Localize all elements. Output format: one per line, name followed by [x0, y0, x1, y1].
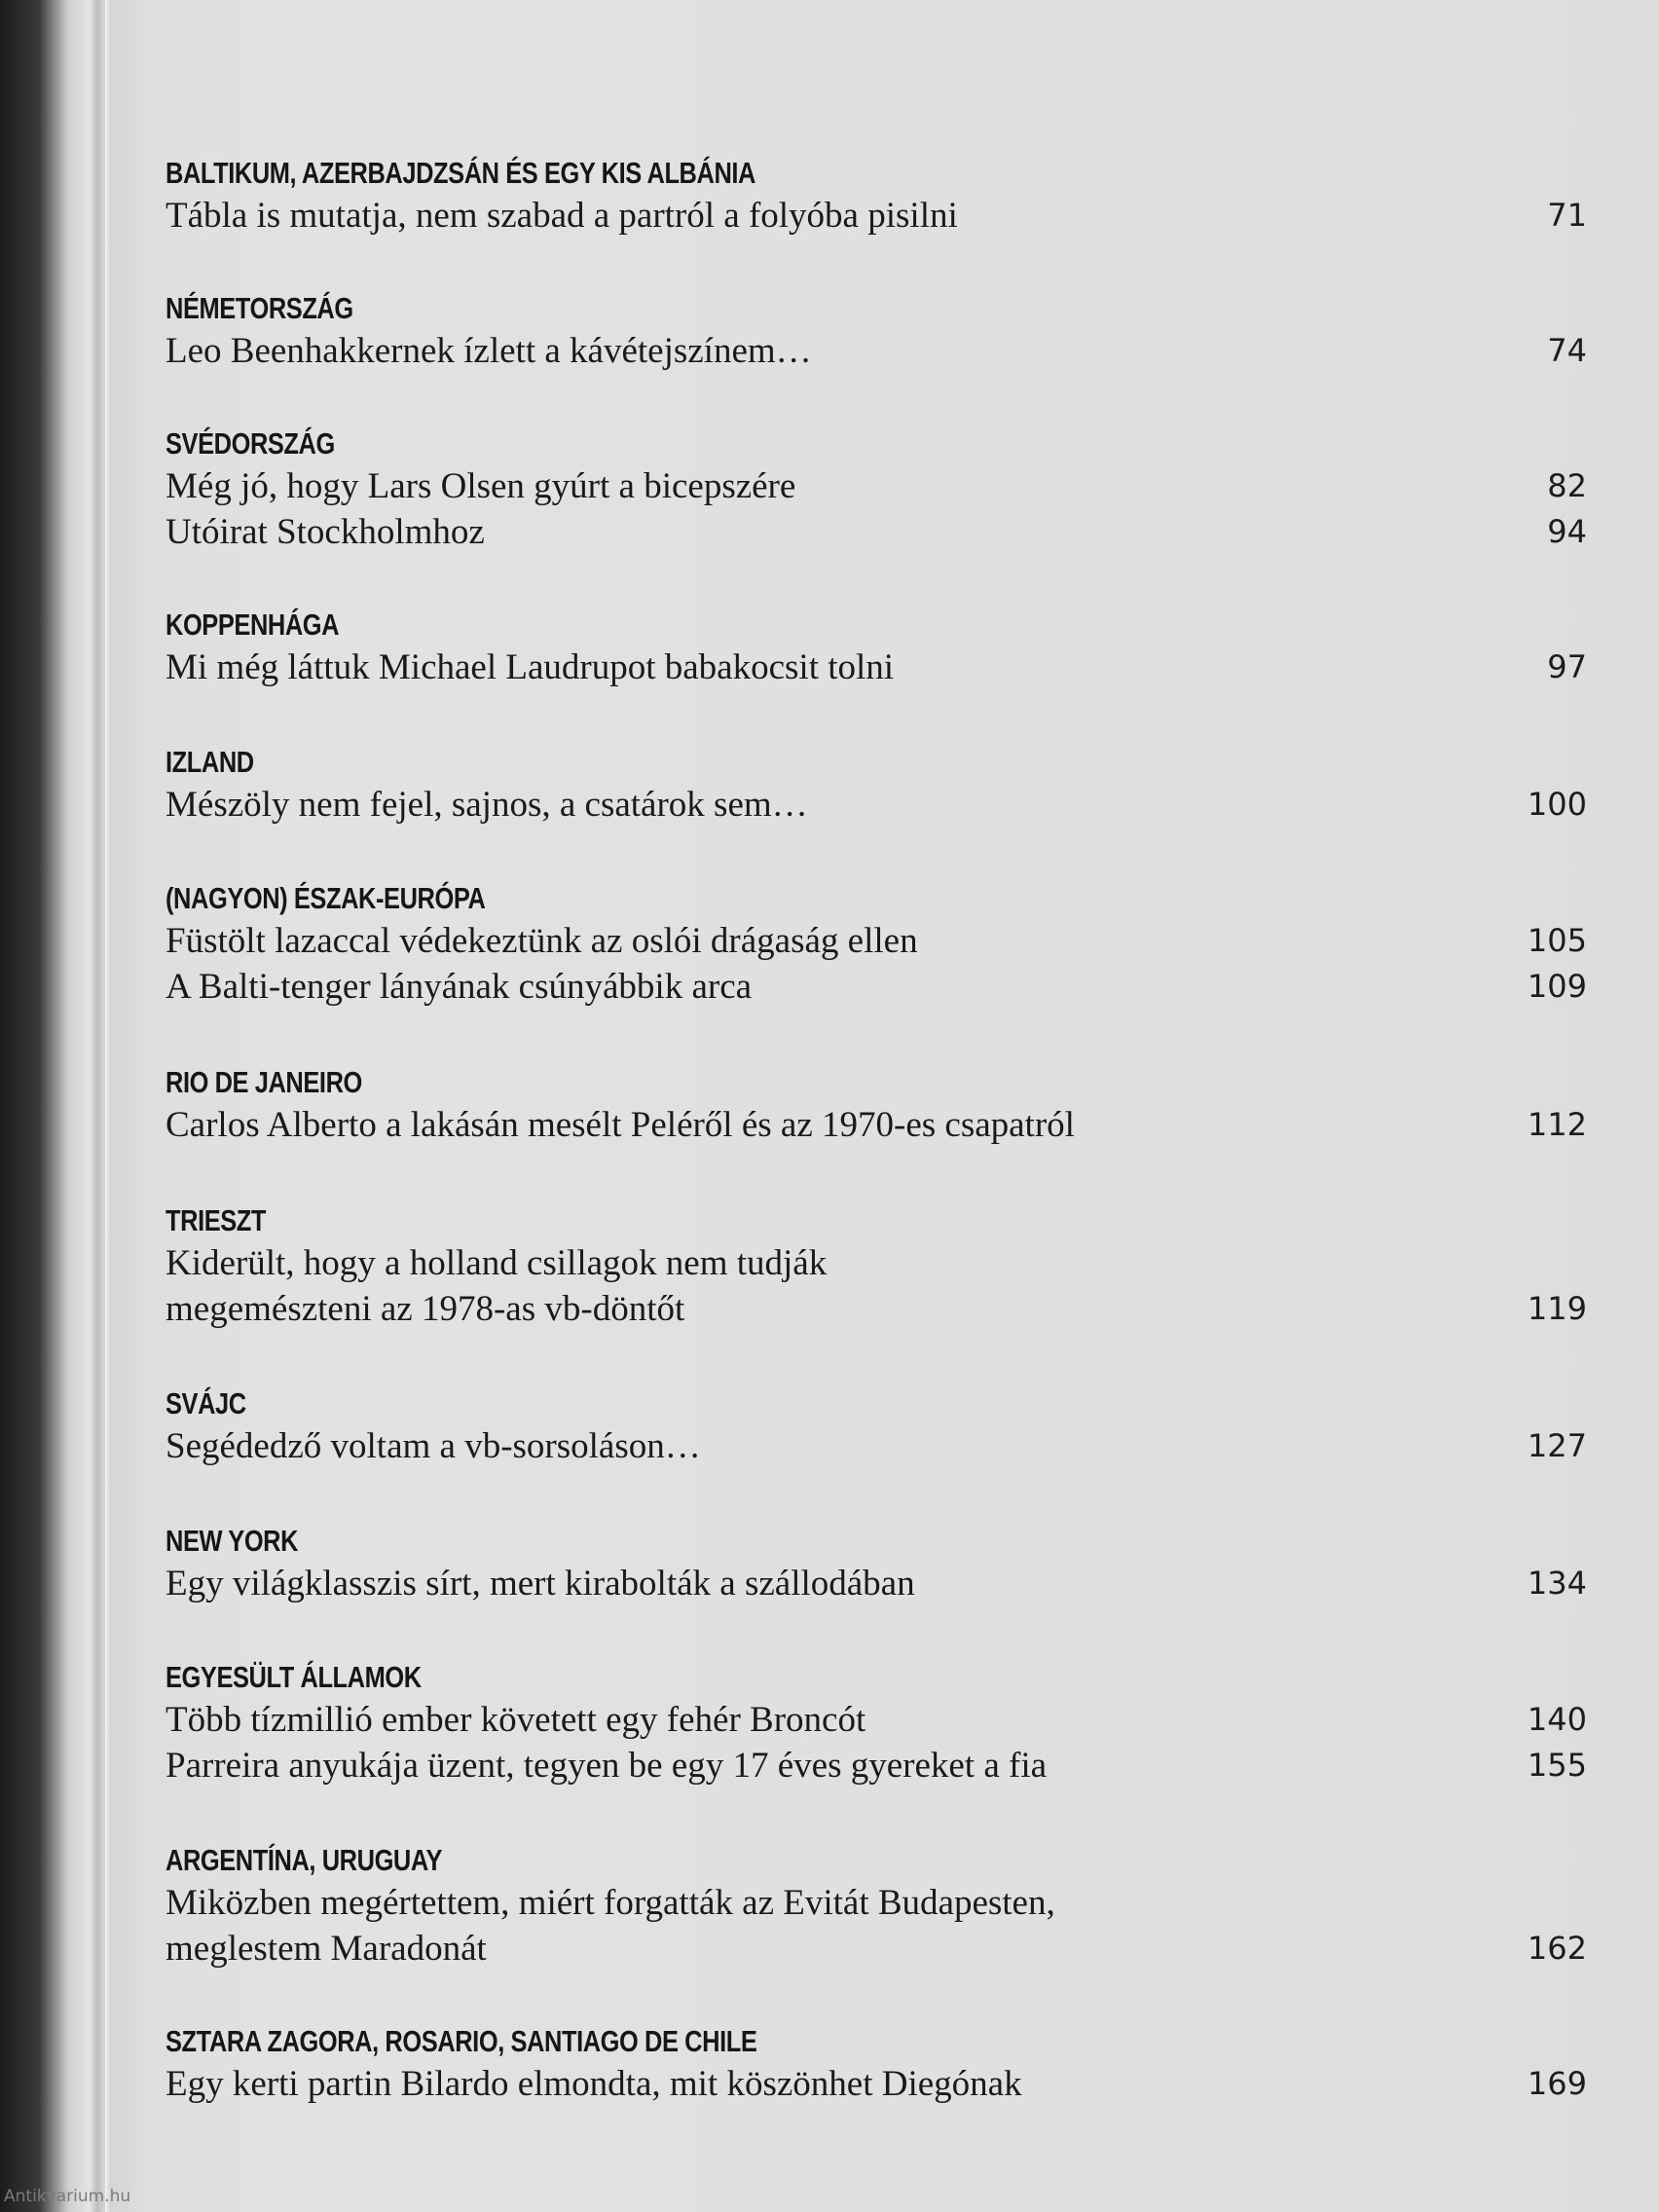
- entry-page-number: 105: [1527, 922, 1587, 959]
- entry-page-number: 119: [1527, 1290, 1587, 1327]
- entry-title: Kiderült, hogy a holland csillagok nem tudják: [166, 1243, 828, 1283]
- entry-title: Több tízmillió ember követett egy fehér Broncót: [166, 1700, 866, 1740]
- toc-entry: [166, 509, 1587, 555]
- entry-page-number: 109: [1527, 968, 1587, 1005]
- entry-page-number: 169: [1527, 2065, 1587, 2102]
- table-of-contents: [166, 0, 1587, 2212]
- toc-entry: [166, 1286, 1587, 1332]
- toc-entry: [166, 1102, 1587, 1148]
- entry-page-number: 127: [1527, 1427, 1587, 1464]
- toc-section: [166, 879, 1587, 1010]
- entry-title: Mészöly nem fejel, sajnos, a csatárok sem…: [166, 785, 808, 825]
- entry-title: Füstölt lazaccal védekeztünk az oslói drágaság ellen: [166, 921, 918, 961]
- toc-entry: [166, 1697, 1587, 1743]
- entry-page-number: 71: [1547, 197, 1587, 234]
- section-heading: EGYESÜLT ÁLLAMOK: [166, 1660, 422, 1694]
- entry-page-number: 162: [1527, 1930, 1587, 1967]
- entry-page-number: 112: [1527, 1106, 1587, 1143]
- section-heading: SZTARA ZAGORA, ROSARIO, SANTIAGO DE CHILE: [166, 2024, 757, 2058]
- toc-entry: [166, 918, 1587, 964]
- entry-title: meglestem Maradonát: [166, 1929, 487, 1969]
- entry-title: Mi még láttuk Michael Laudrupot babakocsit tolni: [166, 647, 895, 687]
- section-heading: BALTIKUM, AZERBAJDZSÁN ÉS EGY KIS ALBÁNIA: [166, 156, 756, 190]
- toc-section: [166, 1384, 1587, 1469]
- section-heading: NEW YORK: [166, 1524, 299, 1558]
- toc-entry: [166, 2061, 1587, 2107]
- toc-section: [166, 1841, 1587, 1972]
- toc-entry: [166, 1423, 1587, 1469]
- section-heading: IZLAND: [166, 745, 254, 779]
- toc-section: [166, 1201, 1587, 1332]
- section-heading: SVÉDORSZÁG: [166, 426, 335, 461]
- entry-page-number: 74: [1547, 332, 1587, 369]
- entry-page-number: 97: [1547, 648, 1587, 685]
- entry-title: Parreira anyukája üzent, tegyen be egy 17 éves gyereket a fia: [166, 1746, 1048, 1786]
- entry-page-number: 155: [1527, 1747, 1587, 1784]
- book-spine-shadow: [0, 0, 105, 2212]
- section-heading: TRIESZT: [166, 1203, 267, 1237]
- entry-page-number: 134: [1527, 1565, 1587, 1602]
- toc-section: [166, 2022, 1587, 2107]
- toc-section: [166, 1658, 1587, 1788]
- toc-entry: [166, 1240, 1587, 1286]
- toc-section: [166, 424, 1587, 555]
- toc-section: [166, 743, 1587, 828]
- entry-title: Még jó, hogy Lars Olsen gyúrt a bicepszére: [166, 466, 796, 506]
- section-heading: KOPPENHÁGA: [166, 608, 340, 642]
- entry-title: Carlos Alberto a lakásán mesélt Peléről és az 1970-es csapatról: [166, 1105, 1075, 1145]
- watermark: Antikvarium.hu: [4, 2187, 131, 2206]
- toc-entry: [166, 328, 1587, 374]
- entry-title: Utóirat Stockholmhoz: [166, 512, 485, 552]
- toc-entry: [166, 1561, 1587, 1606]
- toc-section: [166, 606, 1587, 690]
- entry-title: megemészteni az 1978-as vb-döntőt: [166, 1289, 685, 1329]
- entry-title: A Balti-tenger lányának csúnyábbik arca: [166, 967, 753, 1007]
- entry-title: Miközben megértettem, miért forgatták az Evitát Budapesten,: [166, 1883, 1055, 1923]
- page-edge: [105, 0, 111, 2212]
- section-heading: (NAGYON) ÉSZAK-EURÓPA: [166, 881, 486, 915]
- section-heading: RIO DE JANEIRO: [166, 1065, 362, 1099]
- entry-page-number: 82: [1547, 467, 1587, 504]
- entry-title: Tábla is mutatja, nem szabad a partról a folyóba pisilni: [166, 196, 958, 236]
- toc-entry: [166, 782, 1587, 828]
- toc-section: [166, 1063, 1587, 1148]
- entry-title: Leo Beenhakkernek ízlett a kávétejszínem…: [166, 331, 812, 371]
- entry-title: Egy világklasszis sírt, mert kirabolták a szállodában: [166, 1564, 915, 1604]
- toc-entry: [166, 964, 1587, 1010]
- toc-entry: [166, 1880, 1587, 1926]
- entry-page-number: 140: [1527, 1701, 1587, 1738]
- entry-page-number: 94: [1547, 513, 1587, 550]
- toc-section: [166, 1522, 1587, 1606]
- section-heading: ARGENTÍNA, URUGUAY: [166, 1843, 443, 1877]
- entry-page-number: 100: [1527, 786, 1587, 823]
- section-heading: SVÁJC: [166, 1386, 246, 1420]
- toc-entry: [166, 1926, 1587, 1972]
- toc-section: [166, 154, 1587, 239]
- toc-entry: [166, 645, 1587, 690]
- toc-entry: [166, 463, 1587, 509]
- entry-title: Segédedző voltam a vb-sorsoláson…: [166, 1426, 701, 1466]
- toc-section: [166, 289, 1587, 374]
- entry-title: Egy kerti partin Bilardo elmondta, mit köszönhet Diegónak: [166, 2064, 1022, 2104]
- toc-entry: [166, 1743, 1587, 1788]
- section-heading: NÉMETORSZÁG: [166, 291, 353, 325]
- toc-entry: [166, 193, 1587, 239]
